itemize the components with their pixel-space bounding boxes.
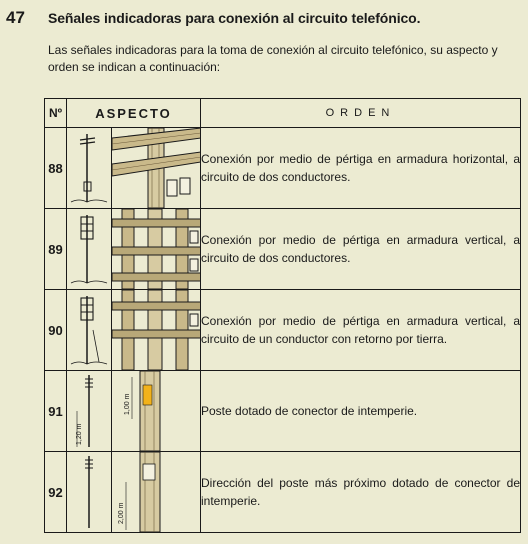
pole-closeup-illustration [112, 290, 200, 370]
pole-height-label: 2,00 m [118, 502, 125, 524]
row-description: Conexión por medio de pértiga en armadura vertical, a circuito de dos conductores. [201, 209, 521, 290]
row-number: 92 [45, 452, 67, 533]
row-description: Conexión por medio de pértiga en armadura horizontal, a circuito de dos conductores. [201, 128, 521, 209]
section-title: Señales indicadoras para conexión al circuito telefónico. [48, 10, 421, 26]
row-number: 91 [45, 371, 67, 452]
aspect-cell [67, 128, 201, 209]
row-description: Conexión por medio de pértiga en armadura vertical, a circuito de un conductor con retorno por tierra. [201, 290, 521, 371]
table-row [45, 128, 521, 209]
pole-closeup-illustration [112, 128, 200, 208]
table-header-row [45, 99, 521, 128]
pole-closeup-illustration [112, 209, 200, 289]
intro-text: Las señales indicadoras para la toma de conexión al circuito telefónico, su aspecto y orden se indican a continuación: [48, 43, 498, 74]
table-row [45, 452, 521, 533]
aspect-cell [67, 290, 201, 371]
row-number: 88 [45, 128, 67, 209]
pole-small-illustration [67, 452, 112, 532]
aspect-cell [67, 371, 201, 452]
pole-closeup-illustration [112, 371, 200, 451]
table-row [45, 371, 521, 452]
marker-height-label: 1,00 m [124, 393, 131, 415]
pole-closeup-illustration [112, 452, 200, 532]
connector-marker [143, 385, 152, 405]
aspect-cell [67, 209, 201, 290]
row-number: 90 [45, 290, 67, 371]
table-row [45, 209, 521, 290]
pole-small-illustration [67, 371, 112, 451]
table-row [45, 290, 521, 371]
direction-plate [143, 464, 155, 480]
header-no: Nº [45, 99, 67, 128]
header-order: ORDEN [201, 99, 521, 128]
pole-small-illustration [67, 209, 112, 289]
signals-table [44, 98, 521, 533]
row-number: 89 [45, 209, 67, 290]
aspect-cell [67, 452, 201, 533]
row-description: Dirección del poste más próximo dotado de conector de intemperie. [201, 452, 521, 533]
section-header [6, 8, 420, 28]
pole-height-label: 1,20 m [76, 423, 83, 445]
row-description: Poste dotado de conector de intemperie. [201, 371, 521, 452]
header-aspect: ASPECTO [67, 99, 201, 128]
pole-small-illustration [67, 290, 112, 370]
pole-small-illustration [67, 128, 112, 208]
section-number: 47 [6, 8, 25, 27]
